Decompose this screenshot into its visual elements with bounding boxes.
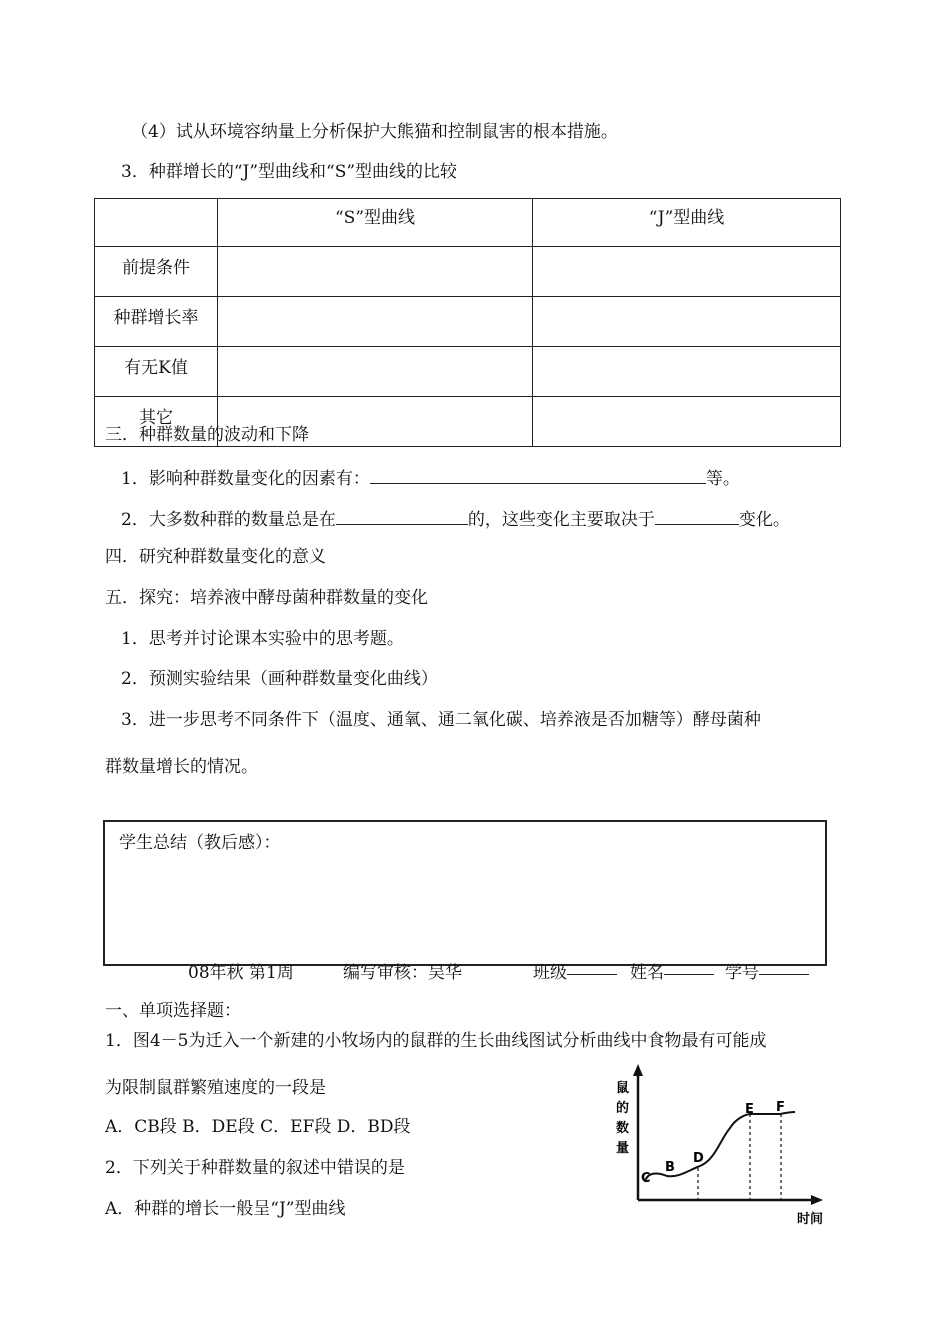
section-5-item-3-cont: 群数量增长的情况。 (105, 757, 258, 777)
class-field (533, 958, 567, 983)
table-cell[interactable] (533, 397, 841, 447)
number-blank[interactable] (759, 958, 809, 975)
summary-label: 学生总结（教后感）： (119, 833, 281, 853)
section-3-item-1 (121, 465, 740, 490)
name-field (630, 958, 664, 983)
y-label-char: 鼠 (616, 1081, 630, 1096)
class-label: 班级 (533, 963, 567, 983)
mouse-population-graph (605, 1060, 845, 1230)
table-header-j-curve: “J”型曲线 (533, 199, 841, 247)
question-1-line-1: 1．图4－5为迁入一个新建的小牧场内的鼠群的生长曲线图试分析曲线中食物最有可能成 (105, 1031, 767, 1051)
table-corner-cell (95, 199, 218, 247)
row-label-premise: 前提条件 (95, 247, 218, 297)
question-1-line-2: 为限制鼠群繁殖速度的一段是 (105, 1078, 326, 1098)
week-label: 08年秋 第1周 (188, 963, 294, 983)
table-cell[interactable] (218, 347, 533, 397)
item-2-middle: 的，这些变化主要取决于 (467, 510, 655, 530)
number-field (725, 958, 759, 983)
number-label: 学号 (725, 963, 759, 983)
item-1-suffix: 等。 (705, 469, 740, 489)
table-row (95, 247, 841, 297)
section-5-heading: 五．探究：培养液中酵母菌种群数量的变化 (105, 588, 428, 608)
section-5-item-3: 3．进一步思考不同条件下（温度、通氧、通二氧化碳、培养液是否加糖等）酵母菌种 (121, 710, 761, 730)
table-row (95, 347, 841, 397)
point-label-d: D (693, 1151, 704, 1166)
section-4-heading: 四．研究种群数量变化的意义 (105, 547, 326, 567)
item-2-suffix: 变化。 (738, 510, 790, 530)
name-blank[interactable] (664, 958, 714, 975)
editor-label: 编写审核：吴华 (343, 963, 462, 983)
name-label: 姓名 (630, 963, 664, 983)
section-5-item-2: 2．预测实验结果（画种群数量变化曲线） (121, 669, 438, 689)
table-cell[interactable] (533, 347, 841, 397)
student-summary-box[interactable] (103, 820, 827, 966)
fluctuation-blank[interactable] (336, 506, 468, 525)
table-cell[interactable] (218, 297, 533, 347)
section-5-item-1: 1．思考并讨论课本实验中的思考题。 (121, 629, 404, 649)
table-cell[interactable] (218, 247, 533, 297)
section-3-heading: 三．种群数量的波动和下降 (105, 425, 309, 445)
question-4: （4）试从环境容纳量上分析保护大熊猫和控制鼠害的根本措施。 (131, 122, 618, 142)
class-blank[interactable] (567, 958, 617, 975)
question-2: 2．下列关于种群数量的叙述中错误的是 (105, 1158, 405, 1178)
table-cell[interactable] (533, 247, 841, 297)
table-row (95, 297, 841, 347)
question-2-option-a: A．种群的增长一般呈“J”型曲线 (105, 1199, 346, 1219)
row-label-other: 其它 (95, 397, 218, 447)
x-axis-arrow-icon (811, 1195, 823, 1205)
factors-blank[interactable] (370, 465, 706, 484)
section-3-title: 3．种群增长的“J”型曲线和“S”型曲线的比较 (121, 162, 458, 182)
x-axis-label: 时间 (797, 1212, 824, 1227)
point-label-f: F (776, 1100, 785, 1115)
y-label-char: 数 (616, 1121, 630, 1136)
point-label-b: B (665, 1160, 675, 1175)
table-header-s-curve: “S”型曲线 (218, 199, 533, 247)
part-1-title: 一、单项选择题： (105, 1001, 241, 1021)
comparison-table (94, 198, 841, 447)
table-header-row (95, 199, 841, 247)
table-cell[interactable] (533, 297, 841, 347)
point-label-c: C (641, 1171, 651, 1186)
point-label-e: E (745, 1102, 754, 1117)
y-label-char: 的 (616, 1101, 630, 1116)
item-2-text: 2．大多数种群的数量总是在 (121, 510, 336, 530)
question-1-options: A．CB段 B．DE段 C．EF段 D．BD段 (105, 1117, 411, 1137)
section-3-item-2 (121, 506, 790, 531)
y-axis-arrow-icon (633, 1064, 643, 1076)
y-label-char: 量 (616, 1141, 630, 1156)
row-label-growth-rate: 种群增长率 (95, 297, 218, 347)
item-1-text: 1．影响种群数量变化的因素有： (121, 469, 370, 489)
row-label-k-value: 有无K值 (95, 347, 218, 397)
determinant-blank[interactable] (655, 506, 739, 525)
